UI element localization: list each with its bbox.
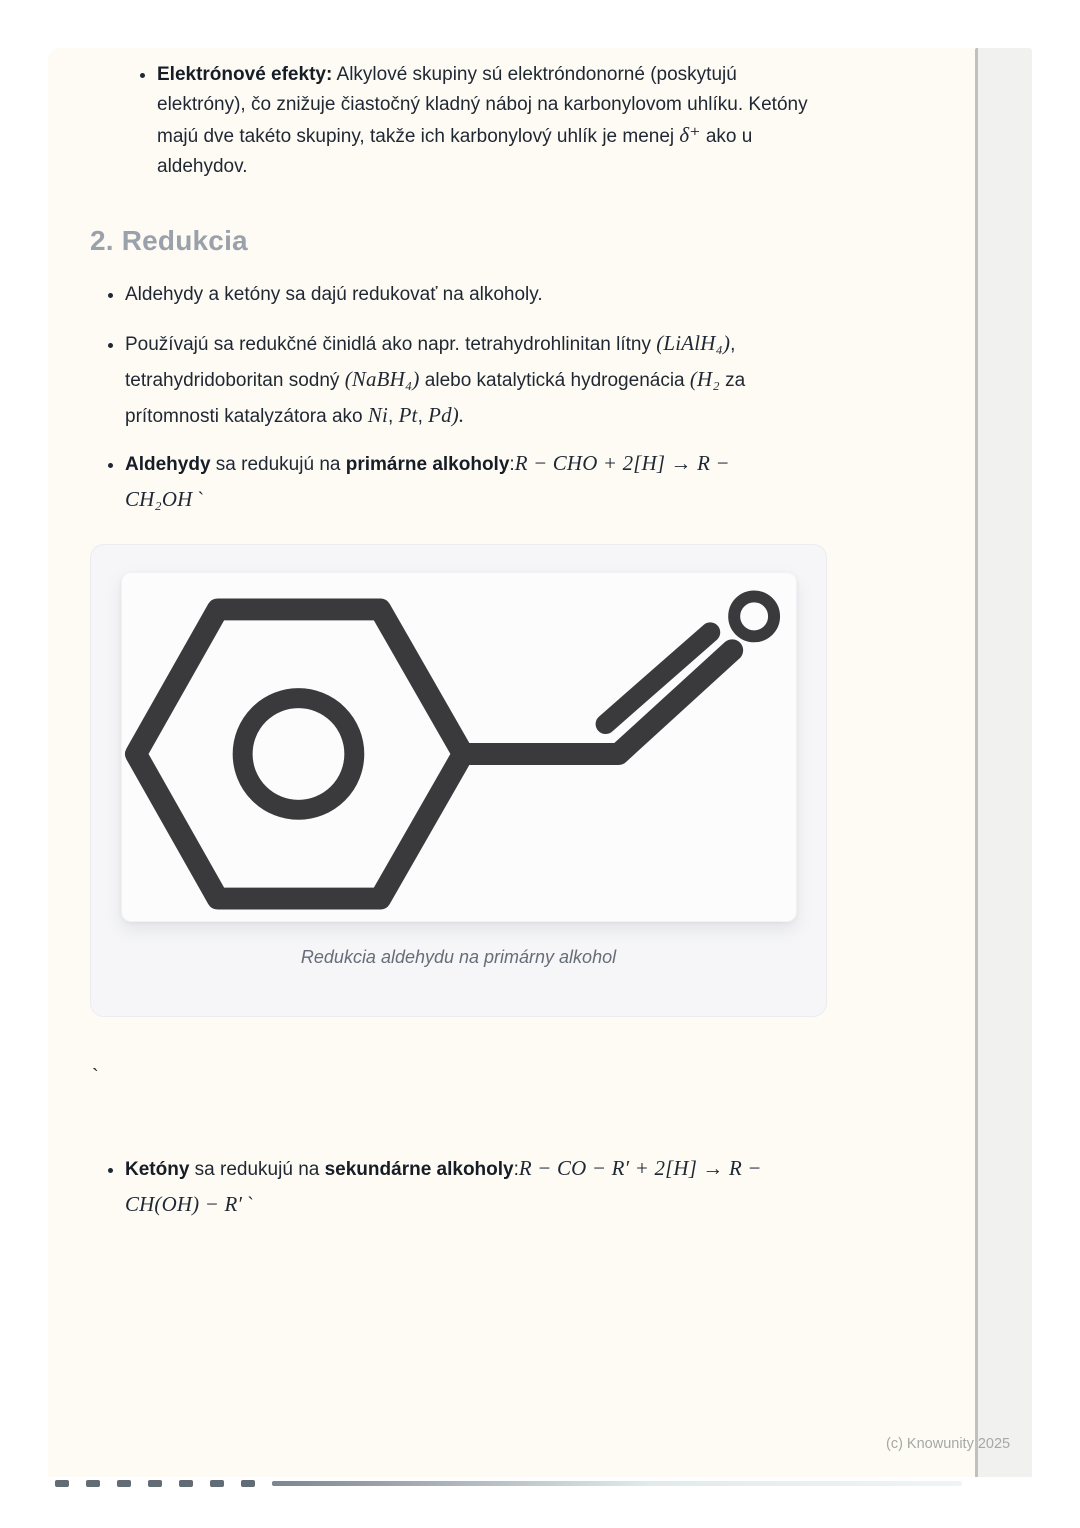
- math-text: R − CO − R′ + 2[H] → R − CH(OH) − R′: [125, 1156, 762, 1216]
- benzene-ring-hexagon: [135, 609, 462, 898]
- aromatic-circle: [242, 698, 354, 810]
- carbonyl-bond: [462, 650, 731, 754]
- text-run: sa redukujú na: [210, 454, 346, 475]
- reduction-list: [48, 258, 975, 518]
- math-text: Ni: [367, 403, 389, 427]
- text-run: `: [242, 1195, 254, 1216]
- next-page-edge: [55, 1480, 962, 1487]
- text-run: ,: [388, 406, 399, 427]
- intro-list: [48, 48, 975, 182]
- math-text: Pt: [398, 403, 418, 427]
- oxygen-atom: [734, 596, 774, 636]
- text-run: , tetrahydridoboritan sodný: [125, 334, 736, 391]
- text-run: alebo katalytická hydrogenácia: [419, 370, 690, 391]
- section-heading: 2. Redukcia: [90, 225, 248, 256]
- scrollbar-track[interactable]: [975, 48, 1032, 1477]
- bold-text: sekundárne alkoholy: [324, 1159, 514, 1180]
- math-text: δ⁺: [679, 123, 701, 147]
- text-run: ako u aldehydov.: [157, 126, 753, 177]
- bold-text: primárne alkoholy: [345, 454, 510, 475]
- bold-text: Ketóny: [125, 1159, 190, 1180]
- math-text: (NaBH₄): [344, 367, 420, 391]
- text-run: :: [513, 1159, 519, 1180]
- figure-card: [90, 544, 827, 1017]
- text-run: :: [509, 454, 515, 475]
- text-run: za prítomnosti katalyzátora ako: [125, 370, 746, 427]
- bold-text: Aldehydy: [125, 454, 211, 475]
- figure-caption: Redukcia aldehydu na primárny alkohol: [300, 947, 617, 967]
- next-page-line: [272, 1481, 962, 1486]
- list-item: [125, 446, 785, 518]
- next-page-dash: [210, 1480, 224, 1487]
- next-page-dash: [86, 1480, 100, 1487]
- text-run: Alkylové skupiny sú elektróndonorné (poskytujú elektróny), čo znižuje čiastočný kladný náboj na karbonylovom uhlíku. Ketóny majú dve takéto skupiny, takže ich karbonylový uhlík je menej: [157, 64, 808, 147]
- math-text: (LiAlH₄): [656, 331, 731, 355]
- copyright-footer: (c) Knowunity 2025: [886, 1436, 1011, 1452]
- math-text: (H₂: [689, 367, 720, 391]
- next-page-dash: [55, 1480, 69, 1487]
- next-page-dash: [148, 1480, 162, 1487]
- list-item: [157, 60, 813, 182]
- next-page-dash: [241, 1480, 255, 1487]
- list-item: [125, 280, 819, 310]
- text-run: Aldehydy a ketóny sa dajú redukovať na alkoholy.: [125, 284, 543, 305]
- list-item: [125, 326, 819, 434]
- list-item: [125, 1151, 797, 1223]
- text-run: sa redukujú na: [189, 1159, 325, 1180]
- molecule-image: [121, 572, 797, 922]
- bold-text: Elektrónové efekty:: [157, 64, 333, 85]
- ketone-list: [48, 1091, 975, 1223]
- math-text: Pd).: [428, 403, 465, 427]
- benzaldehyde-structure: [122, 572, 796, 922]
- math-text: R − CHO + 2[H] → R − CH₂OH: [125, 451, 730, 511]
- next-page-dash: [179, 1480, 193, 1487]
- document-page-card: [48, 48, 975, 1477]
- text-run: `: [192, 490, 205, 511]
- text-run: Používajú sa redukčné činidlá ako napr. tetrahydrohlinitan lítny: [125, 334, 657, 355]
- next-page-dash: [117, 1480, 131, 1487]
- stray-backtick: `: [92, 1066, 99, 1088]
- text-run: ,: [417, 406, 429, 427]
